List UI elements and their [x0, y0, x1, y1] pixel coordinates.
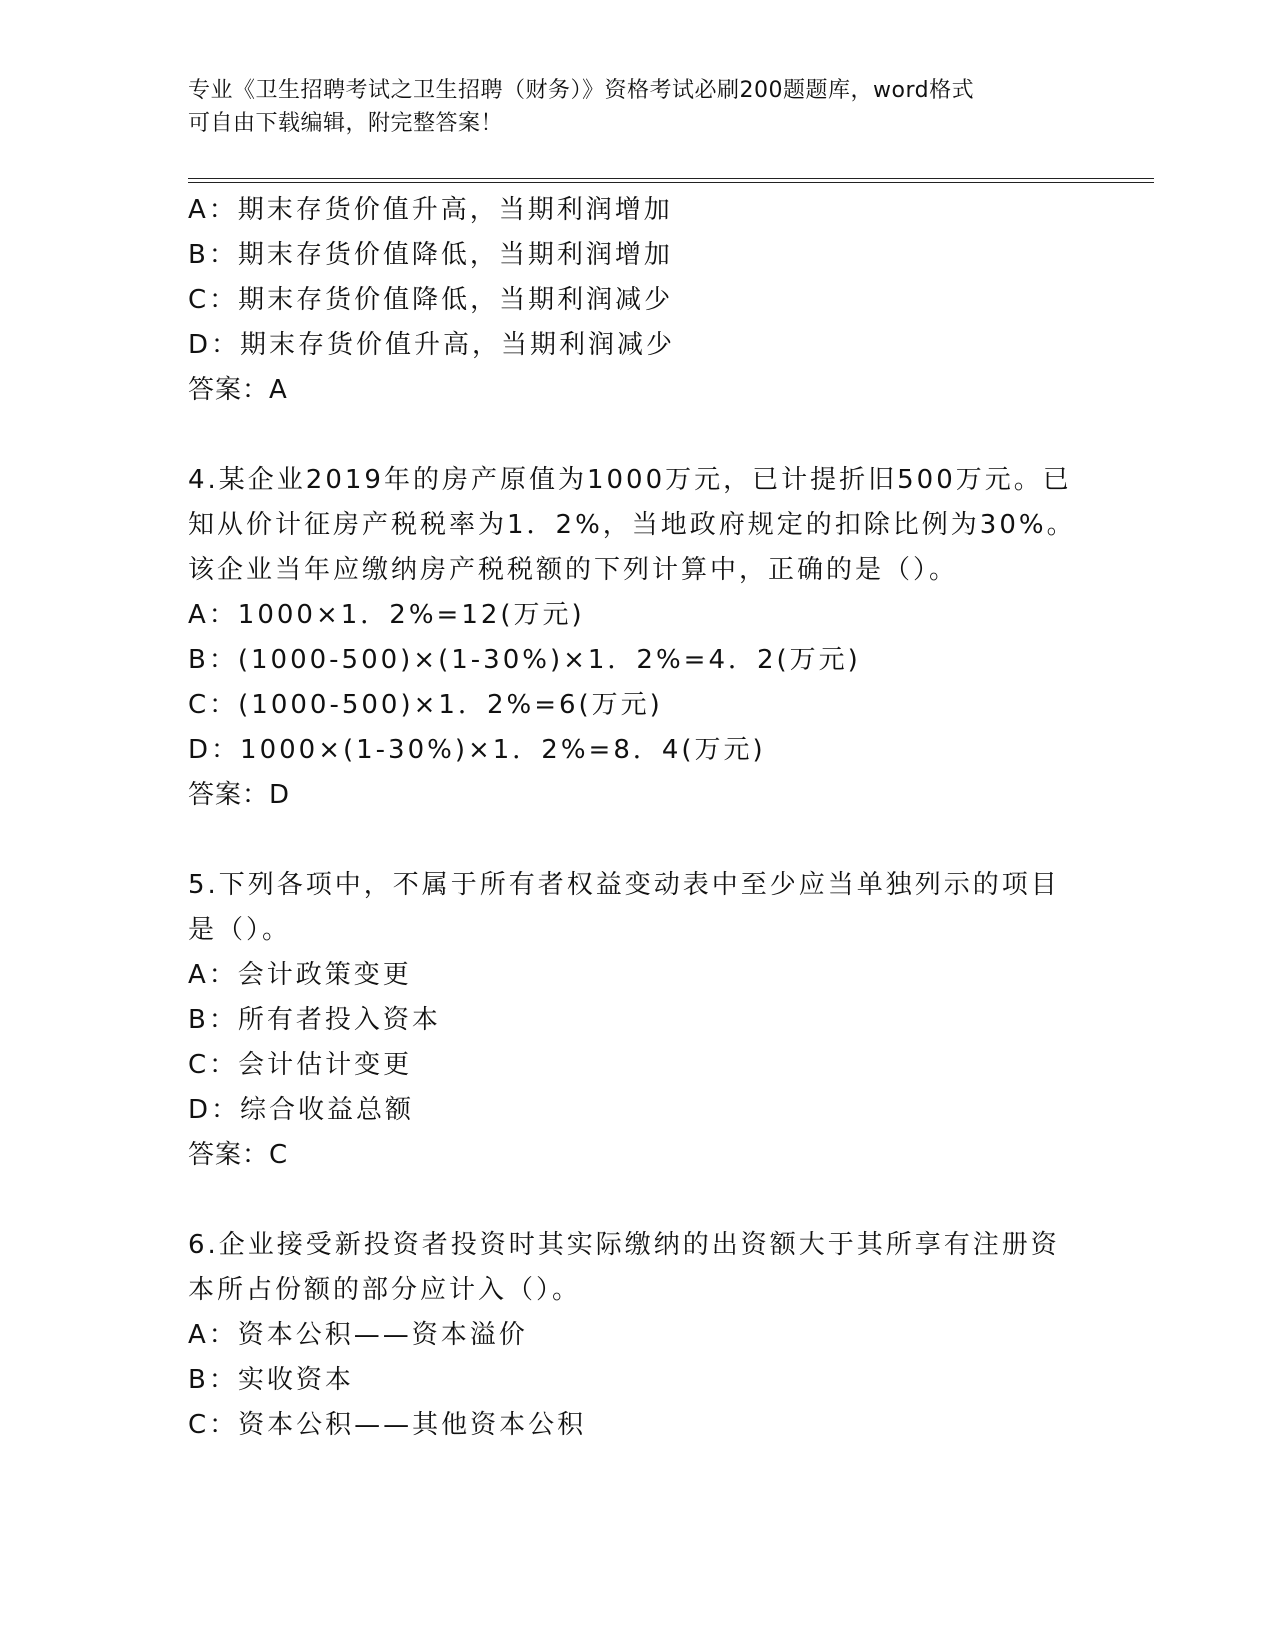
header-line-1: 专业《卫生招聘考试之卫生招聘（财务）》资格考试必刷200题题库，word格式 [188, 78, 975, 103]
option-a: A：会计政策变更 [188, 960, 412, 990]
question-4 [188, 458, 1088, 818]
answer-line: 答案：D [188, 780, 291, 810]
spacer [188, 1178, 1088, 1223]
option-b: B：(1000-500)×(1-30%)×1．2%=4．2(万元) [188, 645, 861, 675]
question-3-continued [188, 188, 1088, 413]
option-b: B：所有者投入资本 [188, 1005, 441, 1035]
option-b: B：实收资本 [188, 1365, 354, 1395]
question-stem-line: 4.某企业2019年的房产原值为1000万元，已计提折旧500万元。已 [188, 465, 1072, 495]
question-stem-line: 6.企业接受新投资者投资时其实际缴纳的出资额大于其所享有注册资 [188, 1230, 1060, 1260]
answer-line: 答案：C [188, 1140, 289, 1170]
question-6 [188, 1223, 1088, 1448]
option-c: C：期末存货价值降低，当期利润减少 [188, 285, 674, 315]
option-a: A：期末存货价值升高，当期利润增加 [188, 195, 673, 225]
option-d: D：期末存货价值升高，当期利润减少 [188, 330, 676, 360]
document-header [188, 74, 1068, 140]
spacer [188, 413, 1088, 458]
option-b: B：期末存货价值降低，当期利润增加 [188, 240, 673, 270]
header-line-2: 可自由下载编辑，附完整答案！ [188, 111, 504, 136]
question-stem-line: 5.下列各项中，不属于所有者权益变动表中至少应当单独列示的项目 [188, 870, 1060, 900]
option-d: D：1000×(1-30%)×1．2%=8．4(万元) [188, 735, 766, 765]
question-stem-line: 本所占份额的部分应计入（）。 [188, 1275, 582, 1305]
option-d: D：综合收益总额 [188, 1095, 415, 1125]
option-a: A：资本公积——资本溢价 [188, 1320, 528, 1350]
question-stem-line: 该企业当年应缴纳房产税税额的下列计算中，正确的是（）。 [188, 555, 959, 585]
header-divider [188, 178, 1154, 183]
option-c: C：会计估计变更 [188, 1050, 413, 1080]
option-c: C：资本公积——其他资本公积 [188, 1410, 587, 1440]
spacer [188, 818, 1088, 863]
option-c: C：(1000-500)×1．2%=6(万元) [188, 690, 663, 720]
question-stem-line: 知从价计征房产税税率为1．2%，当地政府规定的扣除比例为30%。 [188, 510, 1076, 540]
question-5 [188, 863, 1088, 1178]
answer-line: 答案：A [188, 375, 288, 405]
option-a: A：1000×1．2%=12(万元) [188, 600, 585, 630]
document-body [188, 188, 1088, 1448]
question-stem-line: 是（）。 [188, 915, 292, 945]
